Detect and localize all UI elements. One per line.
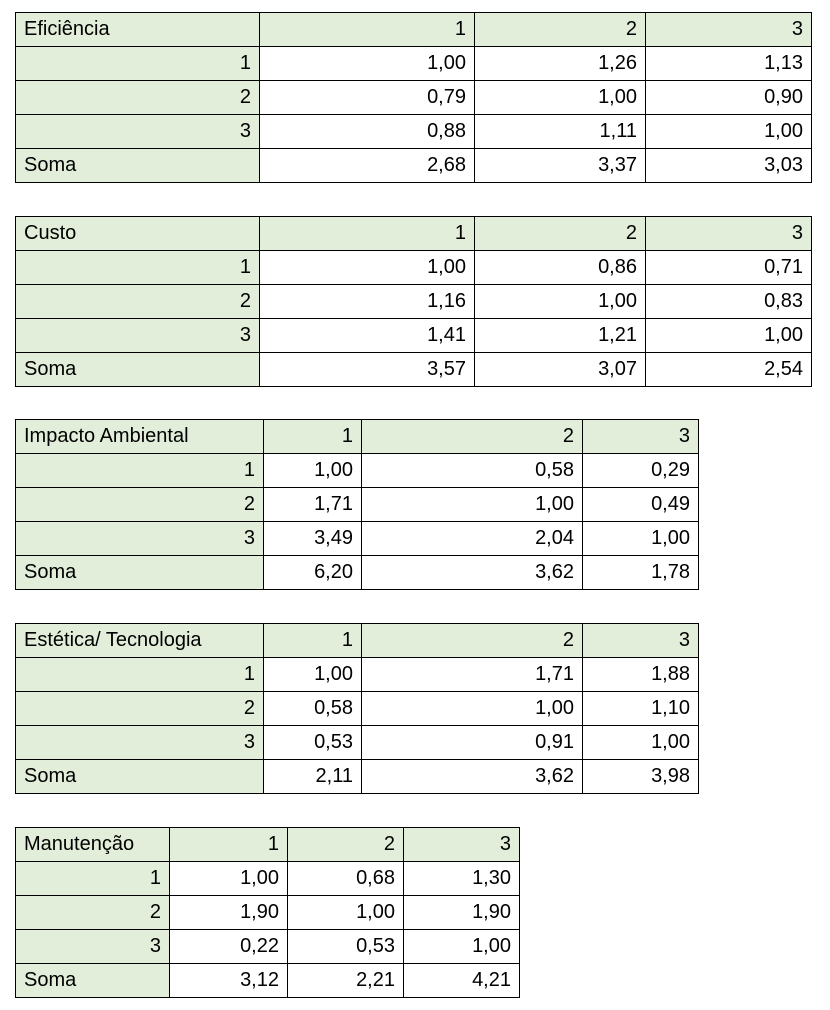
table-row <box>16 726 699 760</box>
column-header: 2 <box>288 828 404 862</box>
table-cell: 1,00 <box>646 319 812 353</box>
table-cell: 0,53 <box>288 930 404 964</box>
matrix-table-manutencao <box>15 827 520 998</box>
table-cell: 1,00 <box>475 285 646 319</box>
row-label: 1 <box>16 251 260 285</box>
sum-row <box>16 353 812 387</box>
matrix-table-custo <box>15 216 812 387</box>
sum-cell: 3,12 <box>170 964 288 998</box>
table-row <box>16 896 520 930</box>
table-row <box>16 488 699 522</box>
table-title: Custo <box>16 217 260 251</box>
sum-label: Soma <box>16 353 260 387</box>
table-row <box>16 81 812 115</box>
sum-row <box>16 760 699 794</box>
row-label: 3 <box>16 726 264 760</box>
sum-cell: 3,57 <box>260 353 475 387</box>
row-label: 2 <box>16 285 260 319</box>
table-cell: 0,88 <box>260 115 475 149</box>
table-cell: 2,04 <box>362 522 583 556</box>
table-row <box>16 930 520 964</box>
sum-cell: 2,54 <box>646 353 812 387</box>
table-cell: 0,53 <box>264 726 362 760</box>
table-cell: 1,00 <box>170 862 288 896</box>
sum-cell: 2,11 <box>264 760 362 794</box>
table-row <box>16 115 812 149</box>
sum-row <box>16 556 699 590</box>
sum-cell: 3,07 <box>475 353 646 387</box>
row-label: 1 <box>16 862 170 896</box>
table-title: Impacto Ambiental <box>16 420 264 454</box>
column-header: 2 <box>475 217 646 251</box>
table-header-row <box>16 828 520 862</box>
table-cell: 1,26 <box>475 47 646 81</box>
row-label: 2 <box>16 896 170 930</box>
table-cell: 1,90 <box>170 896 288 930</box>
table-cell: 1,00 <box>260 47 475 81</box>
table-cell: 0,68 <box>288 862 404 896</box>
matrix-table-estetica-tecnologia <box>15 623 699 794</box>
row-label: 3 <box>16 319 260 353</box>
table-cell: 1,00 <box>362 488 583 522</box>
row-label: 1 <box>16 658 264 692</box>
table-cell: 3,49 <box>264 522 362 556</box>
table-cell: 0,58 <box>264 692 362 726</box>
sum-label: Soma <box>16 760 264 794</box>
row-label: 2 <box>16 81 260 115</box>
sum-cell: 6,20 <box>264 556 362 590</box>
table-cell: 0,83 <box>646 285 812 319</box>
sum-label: Soma <box>16 149 260 183</box>
sum-cell: 2,68 <box>260 149 475 183</box>
column-header: 3 <box>404 828 520 862</box>
sum-cell: 3,37 <box>475 149 646 183</box>
table-cell: 0,29 <box>583 454 699 488</box>
sum-row <box>16 964 520 998</box>
table-cell: 1,90 <box>404 896 520 930</box>
column-header: 2 <box>362 624 583 658</box>
table-cell: 0,91 <box>362 726 583 760</box>
table-cell: 1,00 <box>583 726 699 760</box>
table-cell: 0,71 <box>646 251 812 285</box>
sum-cell: 3,62 <box>362 556 583 590</box>
table-cell: 0,86 <box>475 251 646 285</box>
column-header: 3 <box>583 624 699 658</box>
table-cell: 1,00 <box>646 115 812 149</box>
table-cell: 1,00 <box>583 522 699 556</box>
table-row <box>16 251 812 285</box>
table-row <box>16 522 699 556</box>
row-label: 3 <box>16 115 260 149</box>
row-label: 2 <box>16 488 264 522</box>
column-header: 1 <box>170 828 288 862</box>
row-label: 3 <box>16 522 264 556</box>
table-row <box>16 862 520 896</box>
table-row <box>16 692 699 726</box>
matrix-table-eficiencia <box>15 12 812 183</box>
table-cell: 0,22 <box>170 930 288 964</box>
column-header: 1 <box>264 624 362 658</box>
table-row <box>16 47 812 81</box>
table-cell: 1,00 <box>264 658 362 692</box>
table-cell: 1,10 <box>583 692 699 726</box>
table-cell: 0,90 <box>646 81 812 115</box>
table-row <box>16 285 812 319</box>
table-cell: 0,49 <box>583 488 699 522</box>
sum-cell: 4,21 <box>404 964 520 998</box>
table-cell: 1,71 <box>264 488 362 522</box>
column-header: 2 <box>362 420 583 454</box>
sum-cell: 3,62 <box>362 760 583 794</box>
table-cell: 0,79 <box>260 81 475 115</box>
row-label: 2 <box>16 692 264 726</box>
table-title: Manutenção <box>16 828 170 862</box>
sum-label: Soma <box>16 556 264 590</box>
column-header: 1 <box>264 420 362 454</box>
table-cell: 1,00 <box>264 454 362 488</box>
table-row <box>16 454 699 488</box>
table-cell: 1,00 <box>362 692 583 726</box>
column-header: 1 <box>260 13 475 47</box>
table-cell: 1,30 <box>404 862 520 896</box>
table-title: Eficiência <box>16 13 260 47</box>
table-cell: 1,16 <box>260 285 475 319</box>
table-cell: 1,13 <box>646 47 812 81</box>
row-label: 1 <box>16 47 260 81</box>
matrix-table-impacto-ambiental <box>15 419 699 590</box>
sum-cell: 1,78 <box>583 556 699 590</box>
table-cell: 1,00 <box>288 896 404 930</box>
table-title: Estética/ Tecnologia <box>16 624 264 658</box>
column-header: 3 <box>646 13 812 47</box>
table-cell: 1,00 <box>475 81 646 115</box>
column-header: 2 <box>475 13 646 47</box>
table-cell: 0,58 <box>362 454 583 488</box>
table-header-row <box>16 624 699 658</box>
table-header-row <box>16 420 699 454</box>
table-row <box>16 319 812 353</box>
sum-cell: 3,03 <box>646 149 812 183</box>
row-label: 3 <box>16 930 170 964</box>
sum-row <box>16 149 812 183</box>
table-header-row <box>16 217 812 251</box>
table-cell: 1,88 <box>583 658 699 692</box>
row-label: 1 <box>16 454 264 488</box>
table-cell: 1,41 <box>260 319 475 353</box>
table-cell: 1,00 <box>260 251 475 285</box>
table-cell: 1,11 <box>475 115 646 149</box>
table-cell: 1,21 <box>475 319 646 353</box>
sum-label: Soma <box>16 964 170 998</box>
sum-cell: 2,21 <box>288 964 404 998</box>
column-header: 3 <box>583 420 699 454</box>
table-cell: 1,71 <box>362 658 583 692</box>
sum-cell: 3,98 <box>583 760 699 794</box>
table-row <box>16 658 699 692</box>
table-header-row <box>16 13 812 47</box>
column-header: 1 <box>260 217 475 251</box>
column-header: 3 <box>646 217 812 251</box>
table-cell: 1,00 <box>404 930 520 964</box>
